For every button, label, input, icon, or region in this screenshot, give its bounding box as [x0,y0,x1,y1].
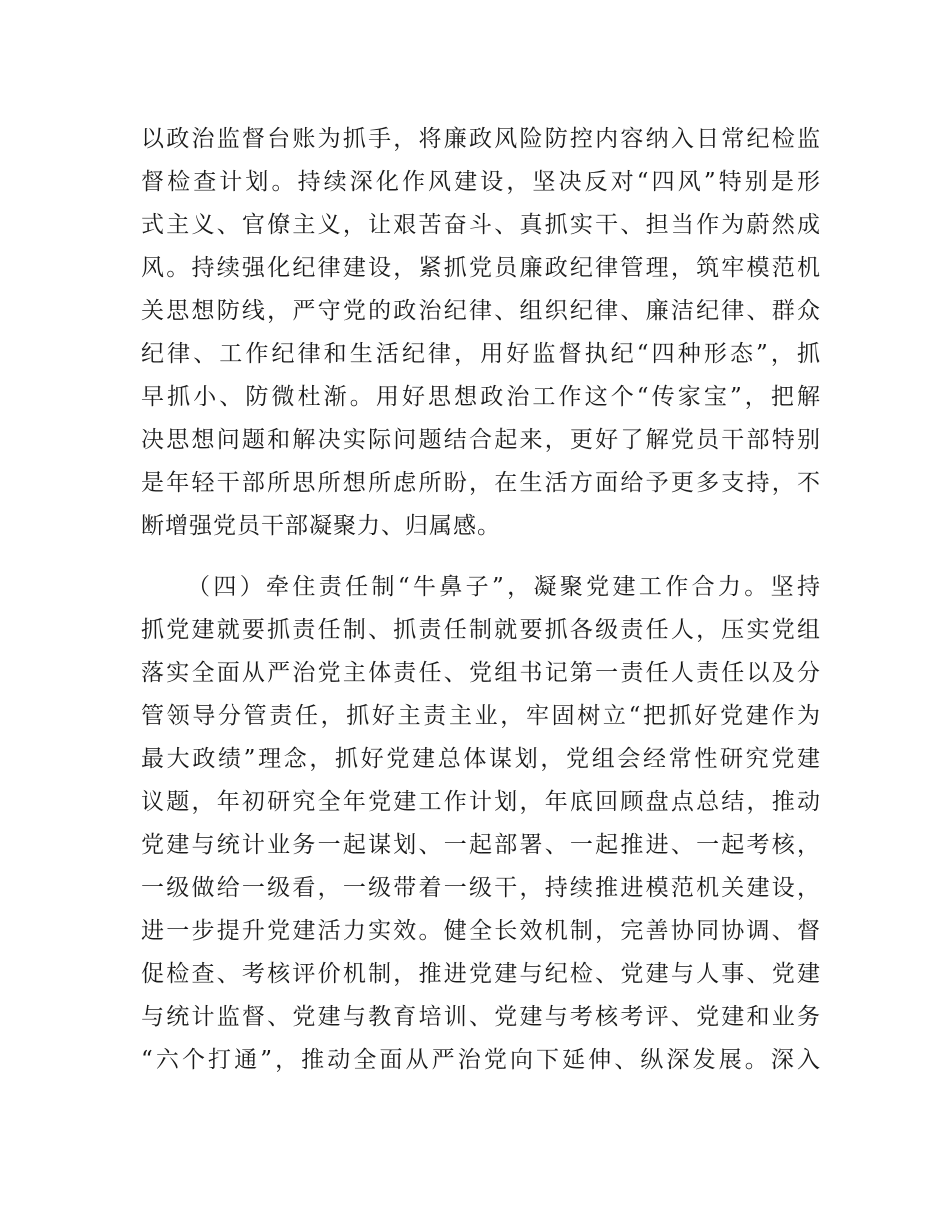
text-line-heading: （四）牵住责任制“牛鼻子”，凝聚党建工作合力。坚持 [187,574,821,600]
text-line: 式主义、官僚主义，让艰苦奋斗、真抓实干、担当作为蔚然成 [141,212,821,238]
text-line: 早抓小、防微杜渐。用好思想政治工作这个“传家宝”，把解 [141,384,821,410]
text-line: 进一步提升党建活力实效。健全长效机制，完善协同协调、督 [141,918,821,944]
paragraph-1 [141,118,821,548]
text-line: 落实全面从严治党主体责任、党组书记第一责任人责任以及分 [141,660,821,686]
text-line: “六个打通”，推动全面从严治党向下延伸、纵深发展。深入 [141,1047,821,1073]
text-line: 是年轻干部所思所想所虑所盼，在生活方面给予更多支持，不 [141,470,821,496]
text-line: 促检查、考核评价机制，推进党建与纪检、党建与人事、党建 [141,961,821,987]
text-line: 关思想防线，严守党的政治纪律、组织纪律、廉洁纪律、群众 [141,298,821,324]
text-line: 议题，年初研究全年党建工作计划，年底回顾盘点总结，推动 [141,789,821,815]
text-line: 管领导分管责任，抓好主责主业，牢固树立“把抓好党建作为 [141,703,821,729]
text-line: 决思想问题和解决实际问题结合起来，更好了解党员干部特别 [141,427,821,453]
text-line: 一级做给一级看，一级带着一级干，持续推进模范机关建设， [141,875,821,901]
text-line: 纪律、工作纪律和生活纪律，用好监督执纪“四种形态”，抓 [141,341,821,367]
text-line: 断增强党员干部凝聚力、归属感。 [141,513,501,539]
text-line: 以政治监督台账为抓手，将廉政风险防控内容纳入日常纪检监 [141,126,821,152]
text-line: 与统计监督、党建与教育培训、党建与考核考评、党建和业务 [141,1004,821,1030]
paragraph-2 [141,566,821,1082]
text-line: 抓党建就要抓责任制、抓责任制就要抓各级责任人，压实党组 [141,617,821,643]
text-line: 风。持续强化纪律建设，紧抓党员廉政纪律管理，筑牢模范机 [141,255,821,281]
text-line: 督检查计划。持续深化作风建设，坚决反对“四风”特别是形 [141,169,821,195]
text-line: 党建与统计业务一起谋划、一起部署、一起推进、一起考核， [141,832,821,858]
text-line: 最大政绩”理念，抓好党建总体谋划，党组会经常性研究党建 [141,746,821,772]
